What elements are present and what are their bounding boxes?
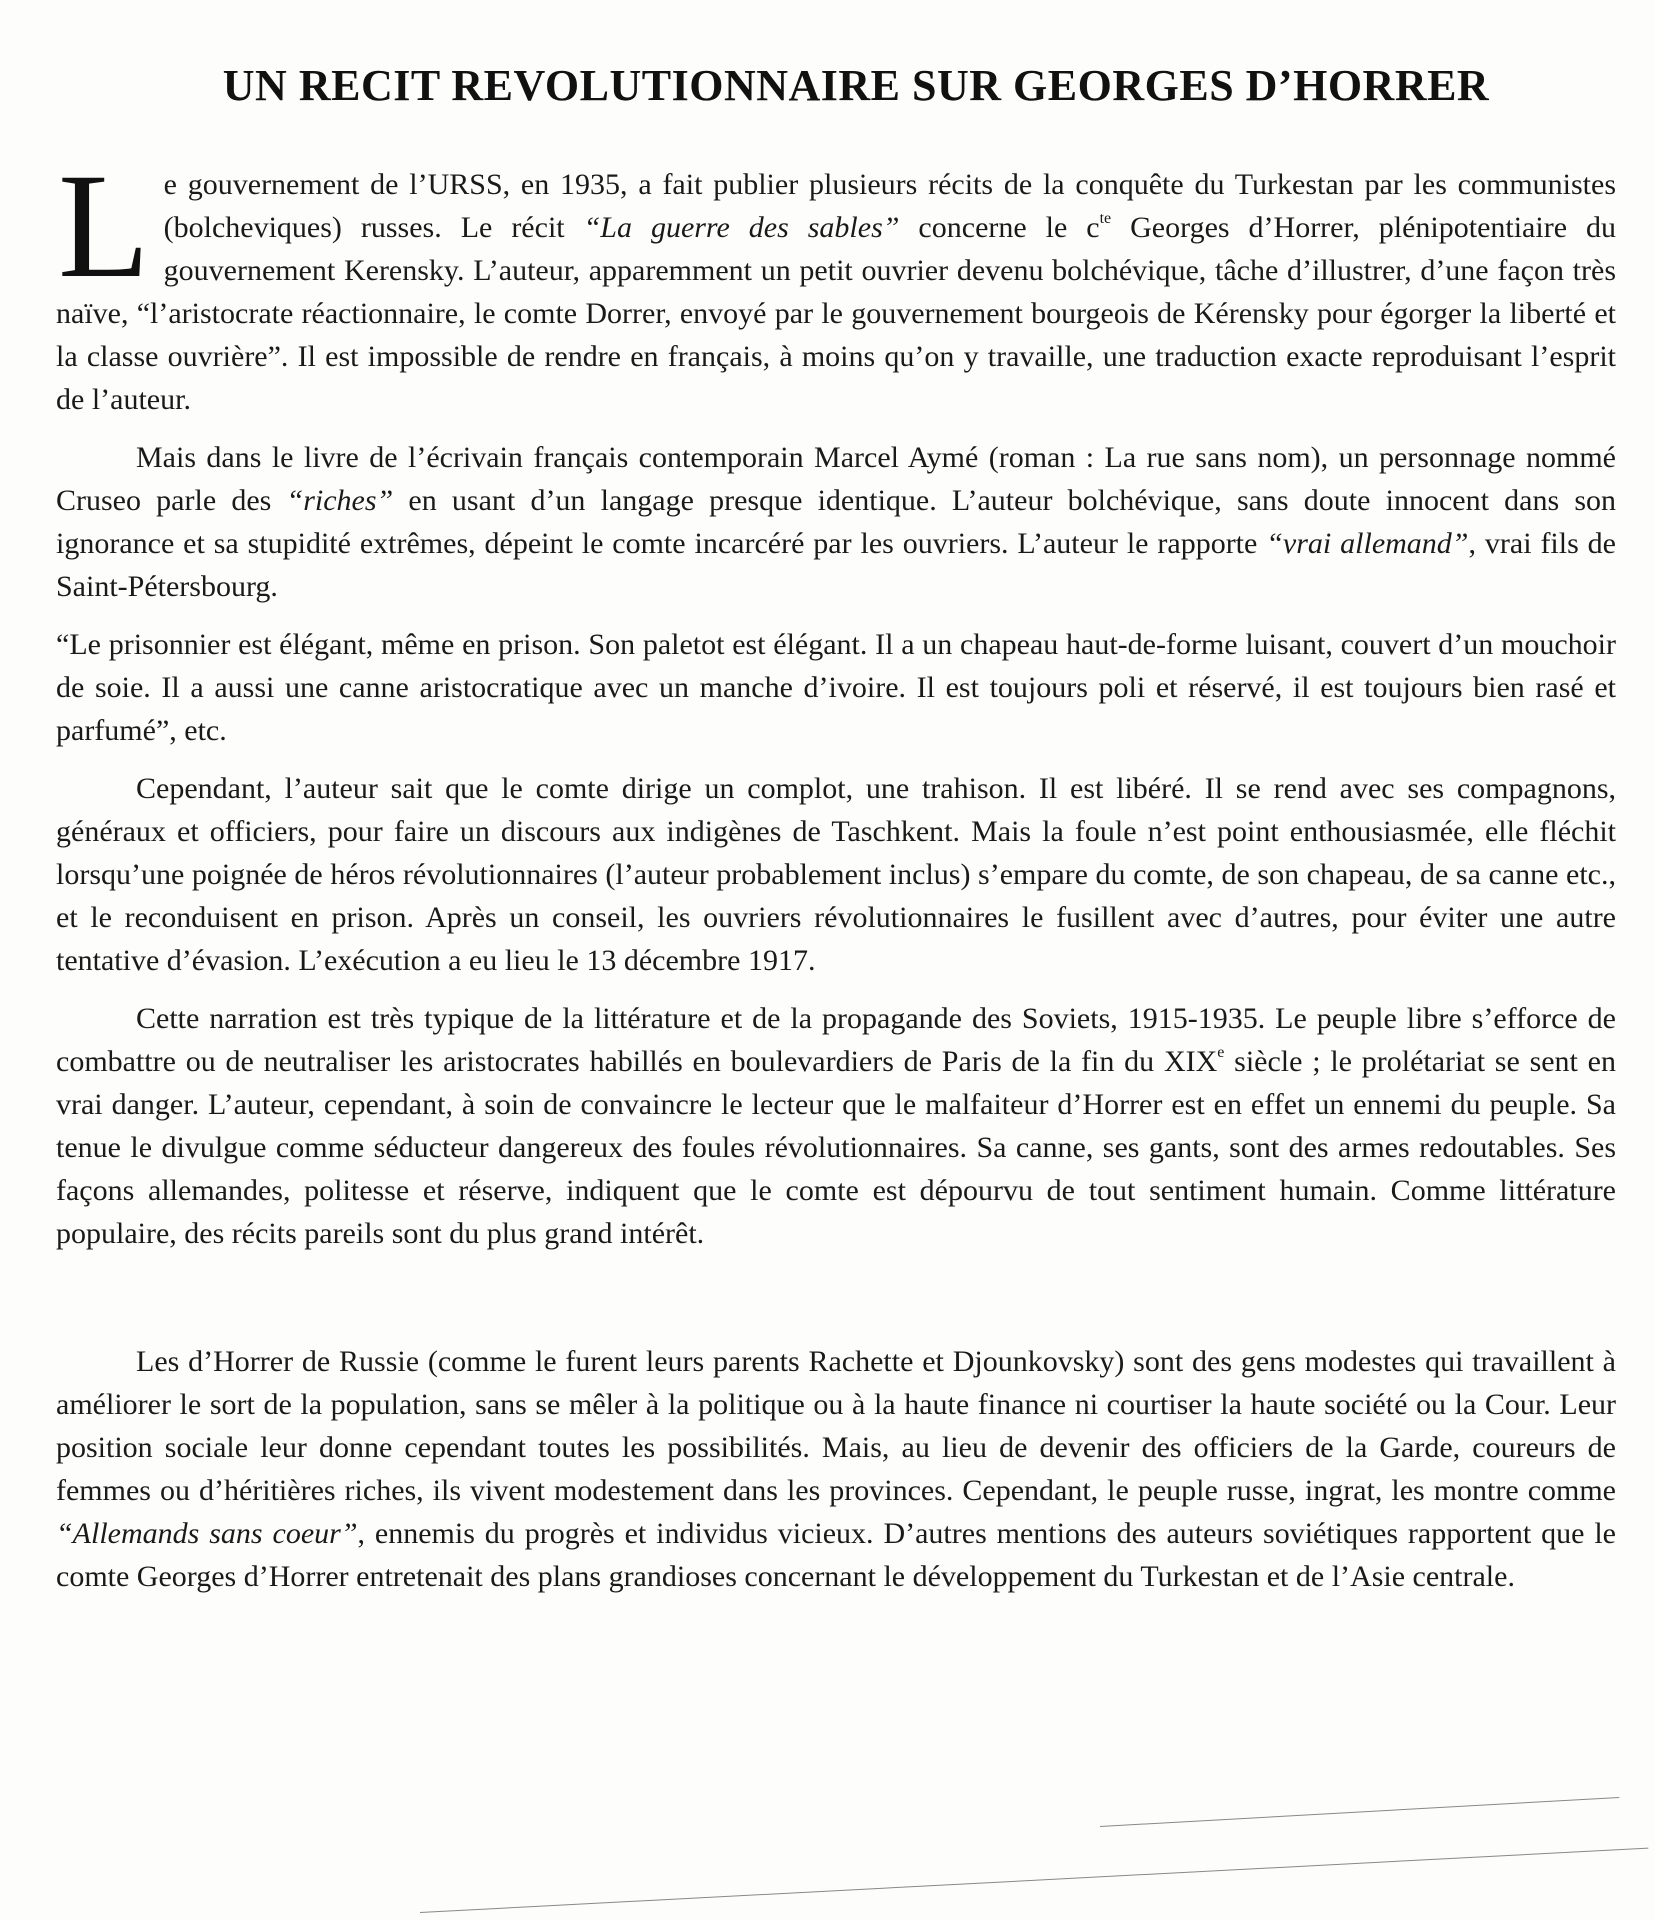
paragraph-1 bbox=[56, 143, 1616, 421]
p1-text-b: concerne le c bbox=[899, 211, 1100, 244]
p5-text-a: Cette narration est très typique de la littérature et de la propagande des Soviets, 1915-1935. Le peuple libre s’efforce de combattre ou de neutraliser les aristocrates habillés en boulevardiers de Paris de la fin du XIX bbox=[56, 1002, 1616, 1078]
page-title: UN RECIT REVOLUTIONNAIRE SUR GEORGES D’HORRER bbox=[222, 61, 1490, 110]
p2-italic-1: “riches” bbox=[286, 484, 394, 517]
p2-text-b: en usant d’un langage presque identique. L’auteur bolchévique, sans doute innocent dans son ignorance et sa stupidité extrêmes, dépeint le comte incarcéré par les ouvriers. L’auteur le rapporte bbox=[56, 484, 1617, 560]
p6-text-a: Les d’Horrer de Russie (comme le furent leurs parents Rachette et Djounkovsky) sont des gens modestes qui travaillent à améliorer le sort de la population, sans se mêler à la politique ou à la haute finance ni courtiser la haute société ou la Cour. Leur position sociale leur donne cependant toutes les possibilités. Mais, au lieu de devenir des officiers de la Garde, coureurs de femmes ou d’héritières riches, ils vivent modestement dans les provinces. Cependant, le peuple russe, ingrat, les montre comme bbox=[56, 1345, 1616, 1507]
document-page bbox=[56, 60, 1616, 1613]
p6-italic: “Allemands sans coeur” bbox=[56, 1517, 358, 1550]
p5-text-b: siècle ; le prolétariat se sent en vrai danger. L’auteur, cependant, à soin de convaincre le lecteur que le malfaiteur d’Horrer est en effet un ennemi du peuple. Sa tenue le divulgue comme séducteur dangereux des foules révolutionnaires. Sa canne, ses gants, sont des armes redoutables. Ses façons allemandes, politesse et réserve, indiquent que le comte est dépourvu de tout sentiment humain. Comme littérature populaire, des récits pareils sont du plus grand intérêt. bbox=[56, 1045, 1616, 1250]
paragraph-6 bbox=[56, 1340, 1616, 1598]
p2-italic-2: “vrai allemand” bbox=[1266, 527, 1469, 560]
scan-edge-line-1 bbox=[1100, 1797, 1619, 1827]
p1-superscript: te bbox=[1099, 210, 1112, 227]
paragraph-4: Cependant, l’auteur sait que le comte dirige un complot, une trahison. Il est libéré. Il se rend avec ses compagnons, généraux et officiers, pour faire un discours aux indigènes de Taschkent. Mais la foule n’est point enthousiasmée, elle fléchit lorsqu’une poignée de héros révolutionnaires (l’auteur probablement inclus) s’empare du comte, de son chapeau, de sa canne etc., et le reconduisent en prison. Après un conseil, les ouvriers révolutionnaires le fusillent avec d’autres, pour éviter une autre tentative d’évasion. L’exécution a eu lieu le 13 décembre 1917. bbox=[56, 772, 1616, 977]
p1-title-italic: “La guerre des sables” bbox=[583, 211, 900, 244]
p6-text-b: , ennemis du progrès et individus vicieux. D’autres mentions des auteurs soviétiques rapportent que le comte Georges d’Horrer entretenait des plans grandioses concernant le développement du Turkestan et de l’Asie centrale. bbox=[56, 1517, 1616, 1593]
p2-text-a: Mais dans le livre de l’écrivain français contemporain Marcel Aymé (roman : La rue sans nom), un personnage nommé Cruseo parle des bbox=[56, 441, 1616, 517]
paragraph-2 bbox=[56, 436, 1616, 608]
scan-edge-line-2 bbox=[420, 1848, 1648, 1913]
drop-cap: L bbox=[58, 143, 150, 309]
p1-text-c: Georges d’Horrer, plénipotentiaire du gouvernement Kerensky. L’auteur, apparemment un petit ouvrier devenu bolchévique, tâche d’illustrer, d’une façon très naïve, “l’aristocrate réactionnaire, le comte Dorrer, envoyé par le gouvernement bourgeois de Kérensky pour égorger la liberté et la classe ouvrière”. Il est impossible de rendre en français, à moins qu’on y travaille, une traduction exacte reproduisant l’esprit de l’auteur. bbox=[56, 211, 1616, 416]
paragraph-5 bbox=[56, 997, 1616, 1255]
section-gap bbox=[56, 1270, 1616, 1340]
p1-text-a: e gouvernement de l’URSS, en 1935, a fait publier plusieurs récits de la conquête du Turkestan par les communistes (bolcheviques) russes. Le récit bbox=[163, 168, 1616, 244]
p5-superscript: e bbox=[1217, 1044, 1225, 1061]
p2-text-c: , vrai fils de Saint-Pétersbourg. bbox=[56, 527, 1616, 603]
paragraph-3-quote: “Le prisonnier est élégant, même en prison. Son paletot est élégant. Il a un chapeau haut-de-forme luisant, couvert d’un mouchoir de soie. Il a aussi une canne aristocratique avec un manche d’ivoire. Il est toujours poli et réservé, il est toujours bien rasé et parfumé”, etc. bbox=[56, 628, 1616, 747]
